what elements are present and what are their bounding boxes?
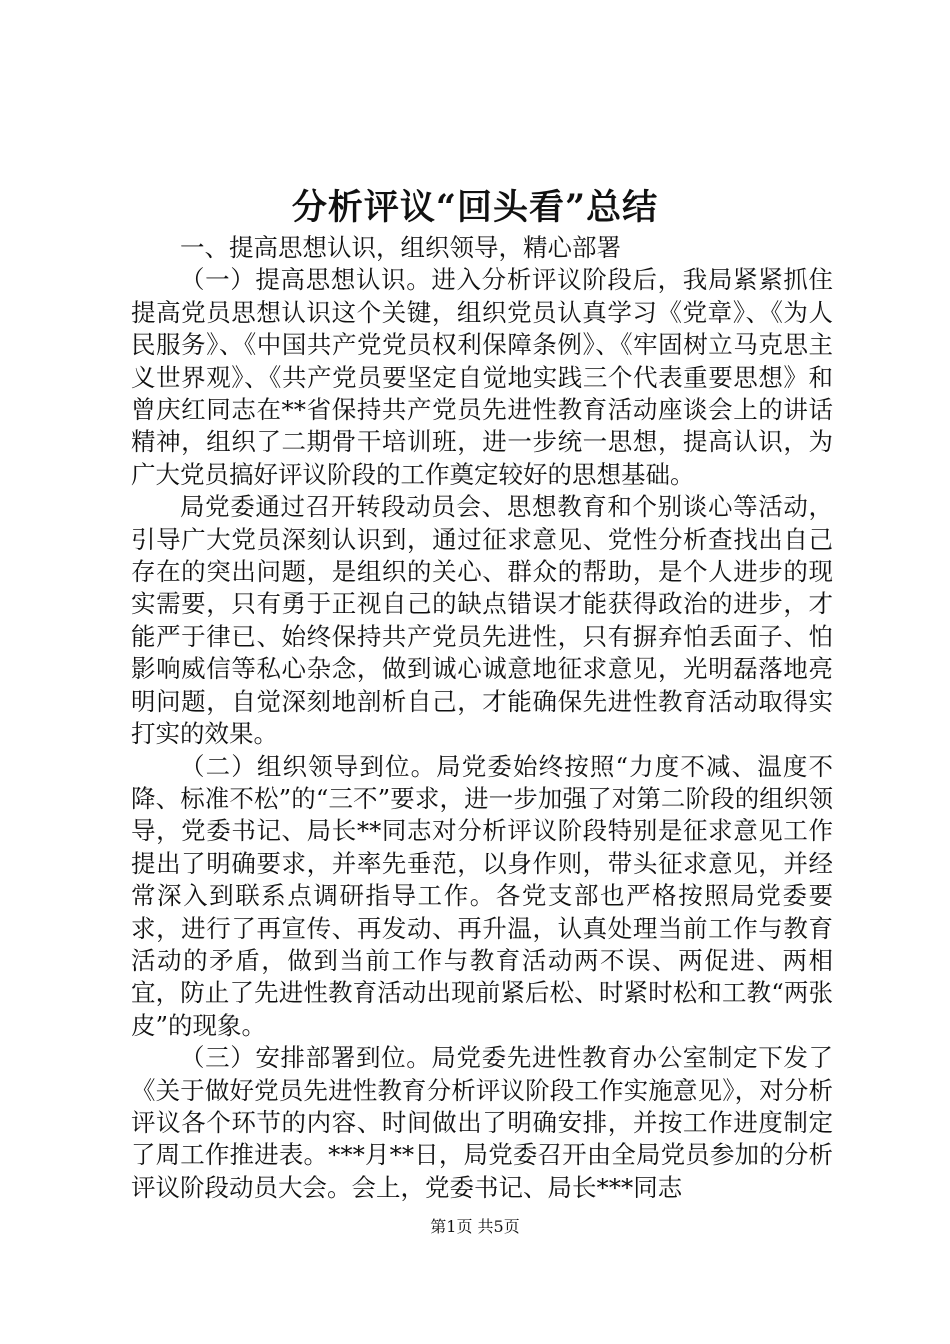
page-footer: 第1页 共5页 bbox=[430, 1217, 520, 1236]
body-paragraph: （三）安排部署到位。局党委先进性教育办公室制定下发了《关于做好党员先进性教育分析评议阶段工作实施意见》，对分析评议各个环节的内容、时间做出了明确安排，并按工作进度制定了周工作推进表。***月**日，局党委召开由全局党员参加的分析评议阶段动员大会。会上，党委书记、局长***同志 bbox=[131, 1043, 833, 1202]
body-paragraph: （一）提高思想认识。进入分析评议阶段后，我局紧紧抓住提高党员思想认识这个关键，组织党员认真学习《党章》、《为人民服务》、《中国共产党党员权利保障条例》、《牢固树立马克思主义世界观》、《共产党员要坚定自觉地实践三个代表重要思想》和曾庆红同志在**省保持共产党员先进性教育活动座谈会上的讲话精神，组织了二期骨干培训班，进一步统一思想，提高认识，为广大党员搞好评议阶段的工作奠定较好的思想基础。 bbox=[131, 265, 833, 489]
document-body bbox=[131, 232, 833, 1204]
body-paragraph: （二）组织领导到位。局党委始终按照“力度不减、温度不降、标准不松”的“三不”要求，进一步加强了对第二阶段的组织领导，党委书记、局长**同志对分析评议阶段特别是征求意见工作提出了明确要求，并率先垂范，以身作则，带头征求意见，并经常深入到联系点调研指导工作。各党支部也严格按照局党委要求，进行了再宣传、再发动、再升温，认真处理当前工作与教育活动的矛盾，做到当前工作与教育活动两不误、两促进、两相宜，防止了先进性教育活动出现前紧后松、时紧时松和工教“两张皮”的现象。 bbox=[131, 751, 833, 1040]
body-paragraph: 局党委通过召开转段动员会、思想教育和个别谈心等活动，引导广大党员深刻认识到，通过征求意见、党性分析查找出自己存在的突出问题，是组织的关心、群众的帮助，是个人进步的现实需要，只有勇于正视自己的缺点错误才能获得政治的进步，才能严于律已、始终保持共产党员先进性，只有摒弃怕丢面子、怕影响威信等私心杂念，做到诚心诚意地征求意见，光明磊落地亮明问题，自觉深刻地剖析自己，才能确保先进性教育活动取得实打实的效果。 bbox=[131, 492, 833, 749]
section-heading: 一、提高思想认识，组织领导，精心部署 bbox=[180, 233, 621, 262]
document-title: 分析评议“回头看”总结 bbox=[291, 187, 659, 228]
